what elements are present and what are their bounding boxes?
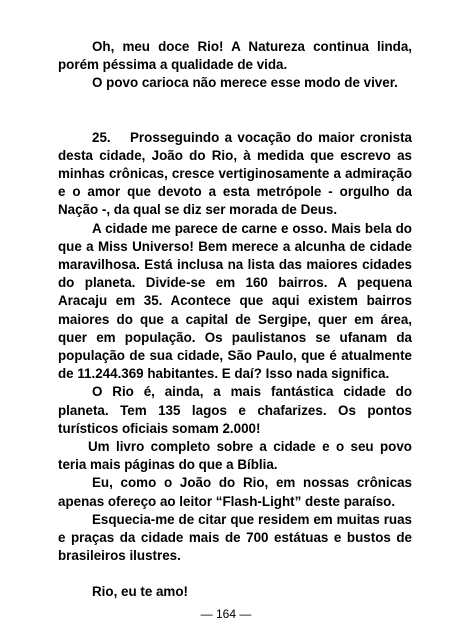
- paragraph-livro-completo: Um livro completo sobre a cidade e o seu povo teria mais páginas do que a Bíblia.: [58, 439, 412, 473]
- paragraph-section-25: [58, 129, 412, 220]
- section-number: 25.: [92, 129, 111, 145]
- paragraph-rio-fantastica: O Rio é, ainda, a mais fantástica cidade do planeta. Tem 135 lagos e chafarizes. Os pontos turísticos oficiais somam 2.000!: [58, 384, 412, 436]
- page-number: — 164 —: [200, 607, 252, 621]
- paragraph-povo-carioca: O povo carioca não merece esse modo de viver.: [92, 75, 398, 91]
- paragraph-cidade-carne-osso: A cidade me parece de carne e osso. Mais bela do que a Miss Universo! Bem merece a alcunha de cidade maravilhosa. Está inclusa na lista das maiores cidades do planeta. Divide-se em 160 bairros. A pequena Aracaju em 35. Acontece que aqui existem bairros maiores do que a capital de Sergipe, quer em área, quer em população. Os paulistanos se ufanam da população de sua cidade, São Paulo, que é atualmente de 11.244.369 habitantes. E daí? Isso nada significa.: [58, 220, 412, 382]
- paragraph-joao-do-rio: Eu, como o João do Rio, em nossas crônicas apenas ofereço ao leitor “Flash-Light” deste paraíso.: [58, 475, 412, 509]
- document-body: [58, 38, 412, 602]
- paragraph-section-25-text: Prosseguindo a vocação do maior cronista desta cidade, João do Rio, à medida que escrevo as minhas crônicas, cresce vertiginosamente a admiração e o amor que devoto a esta metrópole - orgulho da Nação -, da qual se diz ser morada de Deus.: [58, 129, 412, 218]
- paragraph-rio-eu-te-amo: Rio, eu te amo!: [92, 584, 188, 600]
- paragraph-estatuas-bustos: Esquecia-me de citar que residem em muitas ruas e praças da cidade mais de 700 estátuas e bustos de brasileiros ilustres.: [58, 511, 412, 564]
- paragraph-oh-meu-doce-rio: Oh, meu doce Rio! A Natureza continua linda, porém péssima a qualidade de vida.: [58, 39, 412, 73]
